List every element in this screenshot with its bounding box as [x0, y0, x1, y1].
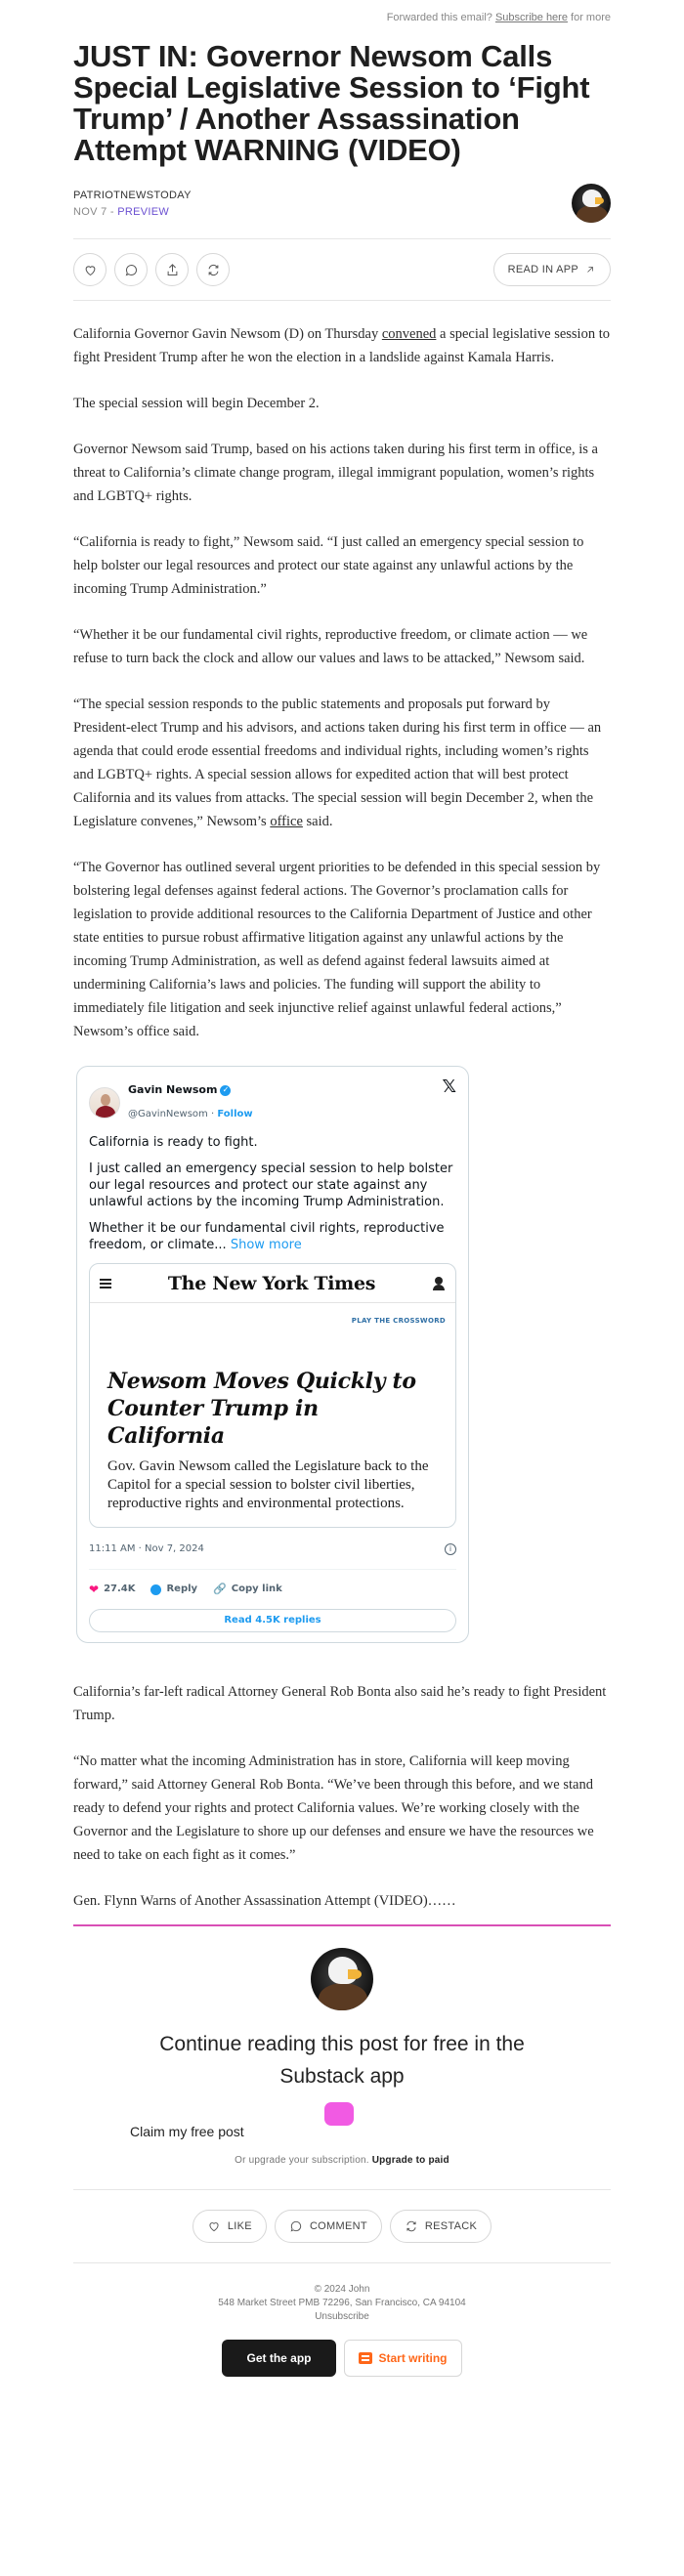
- author-name[interactable]: PATRIOTNEWSTODAY: [73, 189, 192, 201]
- p6-text-end: said.: [302, 814, 333, 829]
- upgrade-line: [73, 2155, 611, 2166]
- link-preview-card[interactable]: [89, 1263, 456, 1528]
- office-link[interactable]: office: [270, 814, 303, 829]
- comment-label: COMMENT: [309, 2220, 367, 2232]
- paragraph-1: [73, 322, 611, 369]
- heart-filled-icon: ❤: [89, 1583, 100, 1596]
- paywall-divider: [73, 1924, 611, 1926]
- tweet-copy-link-button[interactable]: [213, 1578, 282, 1601]
- tweet-name-text: Gavin Newsom: [128, 1083, 218, 1096]
- card-description: Gov. Gavin Newsom called the Legislature back to the Capitol for a special session to bolster civil liberties, reproductive rights and environmental protections.: [107, 1458, 429, 1511]
- tweet-line-3: [89, 1220, 456, 1253]
- address-text: 548 Market Street PMB 72296, San Francisco, CA 94104: [218, 2298, 466, 2308]
- app-cta: [73, 1948, 611, 2166]
- info-icon[interactable]: i: [445, 1543, 456, 1555]
- like-label: LIKE: [227, 2220, 252, 2232]
- get-the-app-button[interactable]: Get the app: [222, 2340, 335, 2377]
- tweet-reply-button[interactable]: [150, 1578, 197, 1601]
- paragraph-5: “Whether it be our fundamental civil rights, reproductive freedom, or climate action — we refuse to turn back the clock and allow our values and laws to be attacked,” Newsom said.: [73, 627, 588, 666]
- p1-text-end: a special legislative session to fight President Trump after he won the election in a landslide against Kamala Harris.: [73, 326, 610, 365]
- restack-label: RESTACK: [424, 2220, 478, 2232]
- paragraph-7: “The Governor has outlined several urgent priorities to be defended in this special session by bolstering legal defenses against federal actions. The Governor’s proclamation calls for legislation to provide additional resources to the California Department of Justice and other state entities to pursue robust affirmative litigation against any unlawful actions by the incoming Trump Administration, as well as defend against federal lawsuits aimed at undermining California’s laws and policies. The funding will support the ability to immediately file litigation and seek injunctive relief against unlawful federal actions,” Newsom’s office said.: [73, 860, 601, 1039]
- comment-icon: [289, 2219, 303, 2233]
- nyt-logo: The New York Times: [167, 1272, 376, 1294]
- handle-separator: ·: [207, 1109, 218, 1119]
- arrow-up-right-icon: [584, 264, 596, 275]
- tweet-text: [89, 1134, 456, 1253]
- post-body: [73, 322, 611, 1913]
- paragraph-3: Governor Newsom said Trump, based on his actions taken during his first term in office, is a threat to California’s climate change program, illegal immigrant population, women’s rights and LGBTQ+ rights.: [73, 442, 598, 504]
- tweet-like-count: 27.4K: [104, 1584, 136, 1594]
- read-in-app-label: READ IN APP: [507, 264, 578, 275]
- paragraph-4: “California is ready to fight,” Newsom said. “I just called an emergency special session to help bolster our legal resources and protect our state against any unlawful actions by the incoming Trump Administration.”: [73, 534, 584, 597]
- subscribe-link[interactable]: Subscribe here: [494, 12, 568, 23]
- author-avatar[interactable]: [572, 184, 611, 223]
- embedded-tweet[interactable]: [76, 1066, 469, 1643]
- tweet-reply-label: Reply: [166, 1584, 198, 1594]
- date-text: NOV 7: [73, 205, 107, 218]
- menu-icon: [100, 1277, 111, 1290]
- paragraph-9: “No matter what the incoming Administration has in store, California will keep moving forward,” said Attorney General Rob Bonta. “We’ve been through this before, and we stand ready to defend your rights and protect California values. We’re working closely with the Governor and the Legislature to shore up our defenses and ensure we have the resources we need to take on each fight as it comes.”: [73, 1753, 594, 1863]
- paragraph-8: California’s far-left radical Attorney General Rob Bonta also said he’s ready to fight President Trump.: [73, 1684, 607, 1723]
- verified-badge-icon: ✓: [220, 1085, 231, 1096]
- follow-link[interactable]: Follow: [217, 1109, 253, 1119]
- byline: [73, 184, 611, 223]
- email-footer: [73, 2262, 611, 2377]
- cta-title: Continue reading this post for free in the Substack app: [159, 2033, 525, 2088]
- share-button[interactable]: [155, 253, 189, 286]
- claim-button[interactable]: [324, 2102, 354, 2126]
- date-separator: -: [107, 205, 118, 218]
- comment-icon: [124, 263, 139, 277]
- share-icon: [165, 263, 180, 277]
- claim-row: [73, 2100, 611, 2139]
- card-headline: Newsom Moves Quickly to Counter Trump in California: [107, 1369, 416, 1449]
- tweet-timestamp[interactable]: 11:11 AM · Nov 7, 2024: [89, 1543, 204, 1554]
- publication-avatar: [311, 1948, 373, 2010]
- forwarded-text: Forwarded this email?: [386, 12, 492, 23]
- paragraph-6: [73, 693, 611, 833]
- convened-link[interactable]: convened: [381, 326, 437, 342]
- tweet-handle-line: [128, 1103, 253, 1126]
- post-title[interactable]: JUST IN: Governor Newsom Calls Special Legislative Session to ‘Fight Trump’ / Another Assassination Attempt WARNING (VIDEO): [73, 39, 590, 167]
- restack-button[interactable]: [196, 253, 230, 286]
- nyt-header-bar: [90, 1264, 455, 1303]
- post-date: [73, 206, 192, 218]
- read-in-app-button[interactable]: [493, 253, 611, 286]
- tweet-copy-link-label: Copy link: [231, 1584, 282, 1594]
- paragraph-2: The special session will begin December 2.: [73, 396, 320, 411]
- show-more-link[interactable]: Show more: [230, 1238, 302, 1252]
- upgrade-link[interactable]: Upgrade to paid: [371, 2155, 449, 2166]
- crossword-link: PLAY THE CROSSWORD: [351, 1317, 446, 1325]
- comment-button[interactable]: [114, 253, 148, 286]
- heart-icon: [207, 2219, 221, 2233]
- bottom-like-button[interactable]: [192, 2210, 267, 2243]
- tweet-timestamp-row: [89, 1538, 456, 1570]
- tweet-line-2: I just called an emergency special session to help bolster our legal resources and protect our state against any unlawful actions by the incoming Trump Administration.: [89, 1161, 453, 1209]
- tweet-avatar[interactable]: [89, 1087, 120, 1119]
- upgrade-text: Or upgrade your subscription.: [235, 2155, 372, 2166]
- start-writing-button[interactable]: [344, 2340, 462, 2377]
- paragraph-10: Gen. Flynn Warns of Another Assassination Attempt (VIDEO)……: [73, 1893, 456, 1909]
- bottom-restack-button[interactable]: [390, 2210, 492, 2243]
- post-action-bar: [73, 238, 611, 301]
- reply-icon: [150, 1584, 161, 1595]
- for-more-text: for more: [571, 12, 611, 23]
- copyright-text: © 2024 John: [314, 2284, 370, 2295]
- link-icon: 🔗: [213, 1583, 227, 1595]
- claim-free-post-label[interactable]: Claim my free post: [130, 2124, 244, 2139]
- read-replies-button[interactable]: Read 4.5K replies: [89, 1609, 456, 1632]
- tweet-actions: [89, 1578, 456, 1601]
- substack-logo-icon: [359, 2352, 372, 2364]
- tweet-author-name[interactable]: [128, 1078, 253, 1102]
- forward-notice: [73, 0, 611, 23]
- x-logo-icon[interactable]: 𝕏: [442, 1077, 456, 1097]
- p1-text: California Governor Gavin Newsom (D) on Thursday: [73, 326, 382, 342]
- tweet-handle: @GavinNewsom: [128, 1109, 208, 1119]
- restack-icon: [405, 2219, 418, 2233]
- unsubscribe-link[interactable]: Unsubscribe: [315, 2311, 369, 2322]
- post-container: [73, 0, 611, 2377]
- like-button[interactable]: [73, 253, 107, 286]
- tweet-like-button[interactable]: [89, 1578, 135, 1601]
- bottom-action-bar: [73, 2189, 611, 2243]
- account-icon: [432, 1277, 446, 1290]
- tweet-line-3-text: Whether it be our fundamental civil rights, reproductive freedom, or climate...: [89, 1221, 445, 1252]
- heart-icon: [83, 263, 98, 277]
- tweet-line-1: California is ready to fight.: [89, 1135, 258, 1150]
- start-writing-label: Start writing: [378, 2351, 448, 2365]
- restack-icon: [206, 263, 221, 277]
- p6-text: “The special session responds to the public statements and proposals put forward by President-elect Trump and his advisors, and actions taken during his first term in office — an agenda that could erode essential freedoms and individual rights, including women’s rights and LGBTQ+ rights. A special session allows for expedited action that will best protect California and its values from attacks. The special session will begin December 2, when the Legislature convenes,” Newsom’s: [73, 697, 602, 829]
- preview-label: PREVIEW: [117, 205, 170, 218]
- bottom-comment-button[interactable]: [275, 2210, 382, 2243]
